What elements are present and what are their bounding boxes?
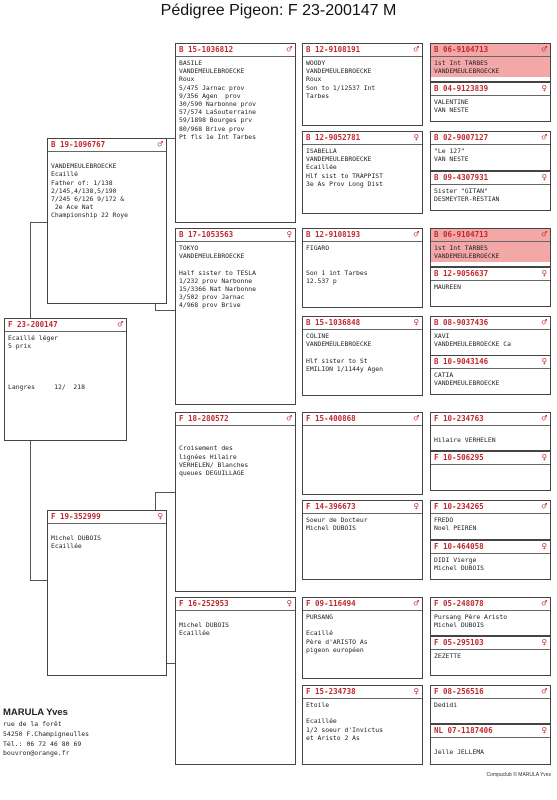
ring-number: F 08-256516 <box>434 687 484 696</box>
card-header <box>176 598 295 611</box>
ancestor-card[interactable] <box>430 43 551 82</box>
ancestor-card[interactable] <box>430 171 551 211</box>
connector-line <box>30 222 47 223</box>
ring-number: F 10-506295 <box>434 453 484 462</box>
card-header <box>303 598 422 611</box>
card-details: Jelle JELLEMA <box>434 748 485 757</box>
card-details: Etoile Ecaillée 1/2 soeur d'Invictus et Aristo 2 As <box>306 701 383 742</box>
card-header <box>431 317 550 330</box>
card-header <box>303 413 422 426</box>
card-details: MAUREEN <box>434 283 461 291</box>
male-icon: ♂ <box>117 320 123 330</box>
ring-number: B 10-9043146 <box>434 357 489 366</box>
footer-credit: Compuclub © MARULA Yves <box>486 772 551 778</box>
subject-details: Ecaillé léger 5 prix Langres 12/ 218 <box>8 334 85 392</box>
ring-number: B 02-9007127 <box>434 133 489 142</box>
female-icon: ♀ <box>541 173 547 183</box>
female-icon: ♀ <box>541 542 547 552</box>
female-icon: ♀ <box>286 230 292 240</box>
male-icon: ♂ <box>413 45 419 55</box>
ring-number: F 05-248078 <box>434 599 484 608</box>
card-details: VALENTINE VAN NESTE <box>434 98 469 115</box>
card-details: Soeur de Docteur Michel DUBOIS <box>306 516 368 533</box>
card-header <box>431 501 550 514</box>
male-icon: ♂ <box>541 414 547 424</box>
page-title: Pédigree Pigeon: F 23-200147 M <box>160 2 397 19</box>
card-header <box>303 132 422 145</box>
ancestor-card[interactable] <box>430 724 551 765</box>
male-icon: ♂ <box>286 45 292 55</box>
card-details: Hilaire VERHELEN <box>434 436 496 445</box>
card-details: "Le 127" VAN NESTE <box>434 147 469 164</box>
dam-card[interactable] <box>47 510 167 676</box>
ancestor-card[interactable] <box>430 500 551 540</box>
card-details <box>303 426 422 430</box>
ancestor-card[interactable] <box>430 131 551 171</box>
grandparent-card[interactable] <box>175 43 296 223</box>
male-icon: ♂ <box>541 599 547 609</box>
ring-number: B 17-1053563 <box>179 230 234 239</box>
female-icon: ♀ <box>541 726 547 736</box>
card-header <box>431 413 550 426</box>
card-details: Pursang Père Aristo Michel DUBOIS <box>434 613 508 630</box>
subject-card[interactable] <box>4 318 127 441</box>
ring-number: F 18-280572 <box>179 414 229 423</box>
connector-line <box>155 492 175 493</box>
card-header <box>431 598 550 611</box>
card-details: XAVI VANDEMEULEBROECKE Ca <box>434 332 511 349</box>
ring-number: F 10-464058 <box>434 542 484 551</box>
card-details: Croisement des lignées Hilaire VERHELEN/ Blanches queues DEGUILLAGE <box>179 444 249 478</box>
card-header <box>431 637 550 650</box>
card-details: COLINE VANDEMEULEBROECKE Hlf sister to St EMILION 1/1144y Agen <box>306 332 383 373</box>
great-grandparent-card[interactable] <box>302 500 423 580</box>
card-details: Michel DUBOIS Ecaillée <box>51 534 102 551</box>
ancestor-card[interactable] <box>430 316 551 356</box>
card-details: ISABELLA VANDEMEULEBROECKE Ecaillée Hlf sist to TRAPPIST 3e As Prov Long Dist <box>306 147 383 188</box>
male-icon: ♂ <box>413 414 419 424</box>
card-details: FREDO Noel PEIREN <box>434 516 477 533</box>
male-icon: ♂ <box>541 45 547 55</box>
great-grandparent-card[interactable] <box>302 597 423 679</box>
ring-number: F 10-234265 <box>434 502 484 511</box>
grandparent-card[interactable] <box>175 412 296 592</box>
subject-header <box>5 319 126 332</box>
great-grandparent-card[interactable] <box>302 228 423 308</box>
card-header <box>431 686 550 699</box>
card-details: FIGARO Son 1 int Tarbes 12.537 p <box>306 244 368 285</box>
card-header <box>431 725 550 738</box>
female-icon: ♀ <box>413 502 419 512</box>
ring-number: F 15-400868 <box>306 414 356 423</box>
owner-address-city: 54250 F.Champigneulles <box>3 729 90 738</box>
card-header <box>431 83 550 96</box>
ring-number: B 19-1096767 <box>51 140 106 149</box>
ring-number: B 08-9037436 <box>434 318 489 327</box>
card-header <box>303 317 422 330</box>
ancestor-card[interactable] <box>430 355 551 395</box>
male-icon: ♂ <box>157 140 163 150</box>
ring-number: F 23-200147 <box>8 320 58 329</box>
ring-number: B 06-9104713 <box>434 230 489 239</box>
ancestor-card[interactable] <box>430 82 551 122</box>
grandparent-card[interactable] <box>175 597 296 765</box>
female-icon: ♀ <box>413 687 419 697</box>
card-header <box>176 44 295 57</box>
great-grandparent-card[interactable] <box>302 316 423 396</box>
female-icon: ♀ <box>541 638 547 648</box>
male-icon: ♂ <box>541 687 547 697</box>
card-details: TOKYO VANDEMEULEBROECKE Half sister to TESLA 1/232 prov Narbonne 15/3366 Nat Narbonne 3/502 prov Jarnac 4/968 prov Brive <box>179 244 256 310</box>
card-header <box>431 541 550 554</box>
ring-number: B 15-1036812 <box>179 45 234 54</box>
ring-number: B 12-9108193 <box>306 230 361 239</box>
male-icon: ♂ <box>413 230 419 240</box>
great-grandparent-card[interactable] <box>302 131 423 214</box>
card-header <box>431 172 550 185</box>
card-details <box>431 465 550 469</box>
card-header <box>303 686 422 699</box>
connector-line <box>155 310 175 311</box>
ring-number: B 06-9104713 <box>434 45 489 54</box>
ancestor-card[interactable] <box>430 636 551 676</box>
card-details: WOODY VANDEMEULEBROECKE Roux Son to 1/12537 Int Tarbes <box>306 59 376 100</box>
female-icon: ♀ <box>157 512 163 522</box>
card-header <box>431 229 550 242</box>
ring-number: B 12-9056637 <box>434 269 489 278</box>
card-header <box>303 501 422 514</box>
card-header <box>431 44 550 57</box>
card-details: VANDEMEULEBROECKE Ecaillé Father of: 1/138 2/145,4/138,5/190 7/245 6/126 9/172 & 2e Ace Nat Championship 22 Roye <box>51 162 128 220</box>
ring-number: F 16-252953 <box>179 599 229 608</box>
card-details: Michel DUBOIS Ecaillée <box>179 621 230 638</box>
ring-number: B 15-1036848 <box>306 318 361 327</box>
male-icon: ♂ <box>541 318 547 328</box>
female-icon: ♀ <box>541 269 547 279</box>
ancestor-card[interactable] <box>430 267 551 307</box>
ring-number: B 04-9123839 <box>434 84 489 93</box>
owner-info <box>3 706 89 759</box>
male-icon: ♂ <box>541 230 547 240</box>
card-header <box>303 229 422 242</box>
card-header <box>48 511 166 524</box>
card-header <box>431 356 550 369</box>
female-icon: ♀ <box>413 133 419 143</box>
card-header <box>431 268 550 281</box>
female-icon: ♀ <box>541 84 547 94</box>
ring-number: F 10-234763 <box>434 414 484 423</box>
great-grandparent-card[interactable] <box>302 43 423 126</box>
ring-number: F 14-396673 <box>306 502 356 511</box>
ring-number: B 12-9108191 <box>306 45 361 54</box>
card-header <box>431 132 550 145</box>
card-details: 1st Int TARBES VANDEMEULEBROECKE <box>431 242 550 262</box>
owner-name: MARULA Yves <box>3 707 68 718</box>
great-grandparent-card[interactable] <box>302 685 423 765</box>
female-icon: ♀ <box>413 318 419 328</box>
male-icon: ♂ <box>286 414 292 424</box>
female-icon: ♀ <box>286 599 292 609</box>
male-icon: ♂ <box>413 599 419 609</box>
ring-number: F 19-352999 <box>51 512 101 521</box>
ring-number: F 15-234738 <box>306 687 356 696</box>
ancestor-card[interactable] <box>430 228 551 267</box>
male-icon: ♂ <box>541 502 547 512</box>
ring-number: NL 07-1187406 <box>434 726 493 735</box>
male-icon: ♂ <box>541 133 547 143</box>
card-details: PURSANG Ecaillé Père d'ARISTO As pigeon européen <box>306 613 368 654</box>
card-header <box>176 413 295 426</box>
card-header <box>176 229 295 242</box>
owner-email: bouvron@orange.fr <box>3 749 70 758</box>
ring-number: F 09-116494 <box>306 599 356 608</box>
card-header <box>303 44 422 57</box>
ring-number: B 12-9052781 <box>306 133 361 142</box>
ring-number: F 05-295103 <box>434 638 484 647</box>
ancestor-card[interactable] <box>430 412 551 451</box>
card-details: Sister "GITAN" DESMEYTER-RESTIAN <box>434 187 500 204</box>
card-details: BASILE VANDEMEULEBROECKE Roux 5/475 Jarnac prov 9/356 Agen prov 30/590 Narbonne prov 57/574 LaSouterraine 59/1898 Bourges prv 80/968 Brive prov Pt fls 1e Int Tarbes <box>179 59 256 141</box>
connector-line <box>30 580 47 581</box>
card-details: ZEZETTE <box>434 652 461 660</box>
female-icon: ♀ <box>541 357 547 367</box>
owner-phone: Tél.: 06 72 46 80 69 <box>3 739 82 748</box>
female-icon: ♀ <box>541 453 547 463</box>
ancestor-card[interactable] <box>430 451 551 491</box>
great-grandparent-card[interactable] <box>302 412 423 495</box>
card-header <box>431 452 550 465</box>
card-details: CATIA VANDEMEULEBROECKE <box>434 371 500 388</box>
ancestor-card[interactable] <box>430 540 551 580</box>
card-header <box>48 139 166 152</box>
card-details: Dedidi <box>434 701 458 709</box>
grandparent-card[interactable] <box>175 228 296 405</box>
owner-address-street: rue de la forêt <box>3 720 62 728</box>
ancestor-card[interactable] <box>430 685 551 724</box>
card-details: 1st Int TARBES VANDEMEULEBROECKE <box>431 57 550 77</box>
card-details: DIDI Vierge Michel DUBOIS <box>434 556 485 573</box>
sire-card[interactable] <box>47 138 167 304</box>
ring-number: B 09-4307931 <box>434 173 489 182</box>
ancestor-card[interactable] <box>430 597 551 636</box>
